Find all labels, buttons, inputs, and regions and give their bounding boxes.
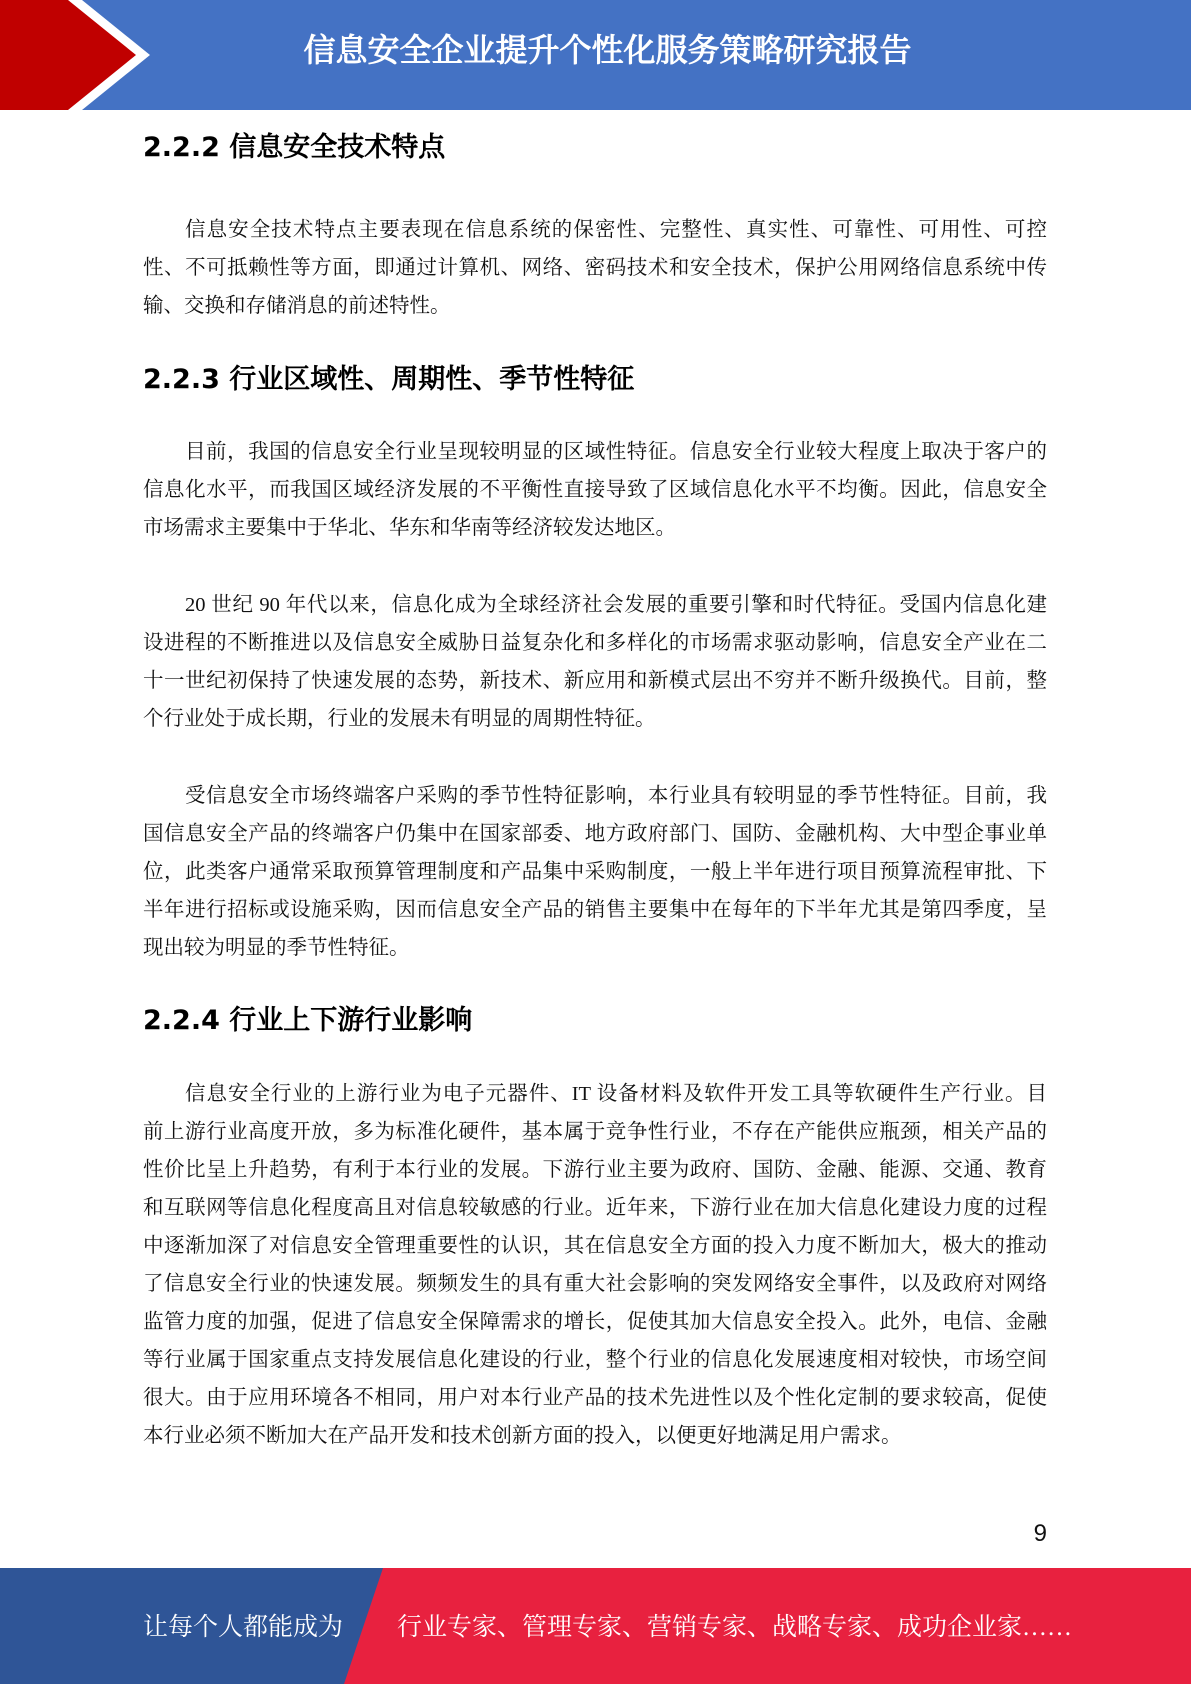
paragraph	[143, 586, 1047, 738]
paragraph-line: 现出较为明显的季节性特征。	[143, 937, 410, 959]
footer-slogan-roles: 行业专家、管理专家、营销专家、战略专家、成功企业家……	[397, 1614, 1073, 1641]
paragraph	[143, 211, 1047, 325]
section-heading: 2.2.2 信息安全技术特点	[143, 132, 446, 163]
paragraph-line: 十一世纪初保持了快速发展的态势，新技术、新应用和新模式层出不穷并不断升级换代。目前，整	[143, 670, 1047, 692]
paragraph-line: 性价比呈上升趋势，有利于本行业的发展。下游行业主要为政府、国防、金融、能源、交通、教育	[143, 1159, 1047, 1181]
paragraph-line: 受信息安全市场终端客户采购的季节性特征影响，本行业具有较明显的季节性特征。目前，我	[185, 785, 1047, 807]
paragraph-line: 设进程的不断推进以及信息安全威胁日益复杂化和多样化的市场需求驱动影响，信息安全产业在二	[143, 632, 1047, 654]
paragraph-line: 等行业属于国家重点支持发展信息化建设的行业，整个行业的信息化发展速度相对较快，市场空间	[143, 1349, 1047, 1371]
paragraph-line: 监管力度的加强，促进了信息安全保障需求的增长，促使其加大信息安全投入。此外，电信、金融	[143, 1311, 1047, 1333]
footer-band	[0, 1568, 1191, 1684]
paragraph-line: 输、交换和存储消息的前述特性。	[143, 295, 451, 317]
paragraph	[143, 777, 1047, 967]
paragraph-line: 信息安全技术特点主要表现在信息系统的保密性、完整性、真实性、可靠性、可用性、可控	[185, 219, 1047, 241]
paragraph-line: 半年进行招标或设施采购，因而信息安全产品的销售主要集中在每年的下半年尤其是第四季度，呈	[143, 899, 1047, 921]
paragraph-line: 国信息安全产品的终端客户仍集中在国家部委、地方政府部门、国防、金融机构、大中型企事业单	[143, 823, 1047, 845]
paragraph-line: 信息安全行业的上游行业为电子元器件、IT 设备材料及软件开发工具等软硬件生产行业。目	[185, 1083, 1047, 1105]
paragraph-line: 20 世纪 90 年代以来，信息化成为全球经济社会发展的重要引擎和时代特征。受国内信息化建	[185, 594, 1047, 616]
paragraph-line: 了信息安全行业的快速发展。频频发生的具有重大社会影响的突发网络安全事件，以及政府对网络	[143, 1273, 1047, 1295]
report-title: 信息安全企业提升个性化服务策略研究报告	[303, 32, 912, 68]
section-heading: 2.2.3 行业区域性、周期性、季节性特征	[143, 364, 635, 395]
paragraph-line: 和互联网等信息化程度高且对信息较敏感的行业。近年来，下游行业在加大信息化建设力度的过程	[143, 1197, 1047, 1219]
paragraph-line: 个行业处于成长期，行业的发展未有明显的周期性特征。	[143, 708, 656, 730]
paragraph-line: 本行业必须不断加大在产品开发和技术创新方面的投入，以便更好地满足用户需求。	[143, 1425, 902, 1447]
paragraph	[143, 433, 1047, 547]
footer-slogan-lead: 让每个人都能成为	[143, 1614, 344, 1641]
page-number: 9	[1033, 1520, 1047, 1547]
paragraph-line: 位，此类客户通常采取预算管理制度和产品集中采购制度，一般上半年进行项目预算流程审批、下	[143, 861, 1047, 883]
paragraph-line: 前上游行业高度开放，多为标准化硬件，基本属于竞争性行业，不存在产能供应瓶颈，相关产品的	[143, 1121, 1047, 1143]
paragraph-line: 很大。由于应用环境各不相同，用户对本行业产品的技术先进性以及个性化定制的要求较高，促使	[143, 1387, 1047, 1409]
paragraph	[143, 1075, 1047, 1455]
paragraph-line: 市场需求主要集中于华北、华东和华南等经济较发达地区。	[143, 517, 676, 539]
paragraph-line: 信息化水平，而我国区域经济发展的不平衡性直接导致了区域信息化水平不均衡。因此，信息安全	[143, 479, 1047, 501]
section-heading: 2.2.4 行业上下游行业影响	[143, 1005, 473, 1036]
paragraph-line: 目前，我国的信息安全行业呈现较明显的区域性特征。信息安全行业较大程度上取决于客户的	[185, 441, 1047, 463]
paragraph-line: 性、不可抵赖性等方面，即通过计算机、网络、密码技术和安全技术，保护公用网络信息系统中传	[143, 257, 1047, 279]
header-band	[0, 0, 1191, 110]
paragraph-line: 中逐渐加深了对信息安全管理重要性的认识，其在信息安全方面的投入力度不断加大，极大的推动	[143, 1235, 1047, 1257]
